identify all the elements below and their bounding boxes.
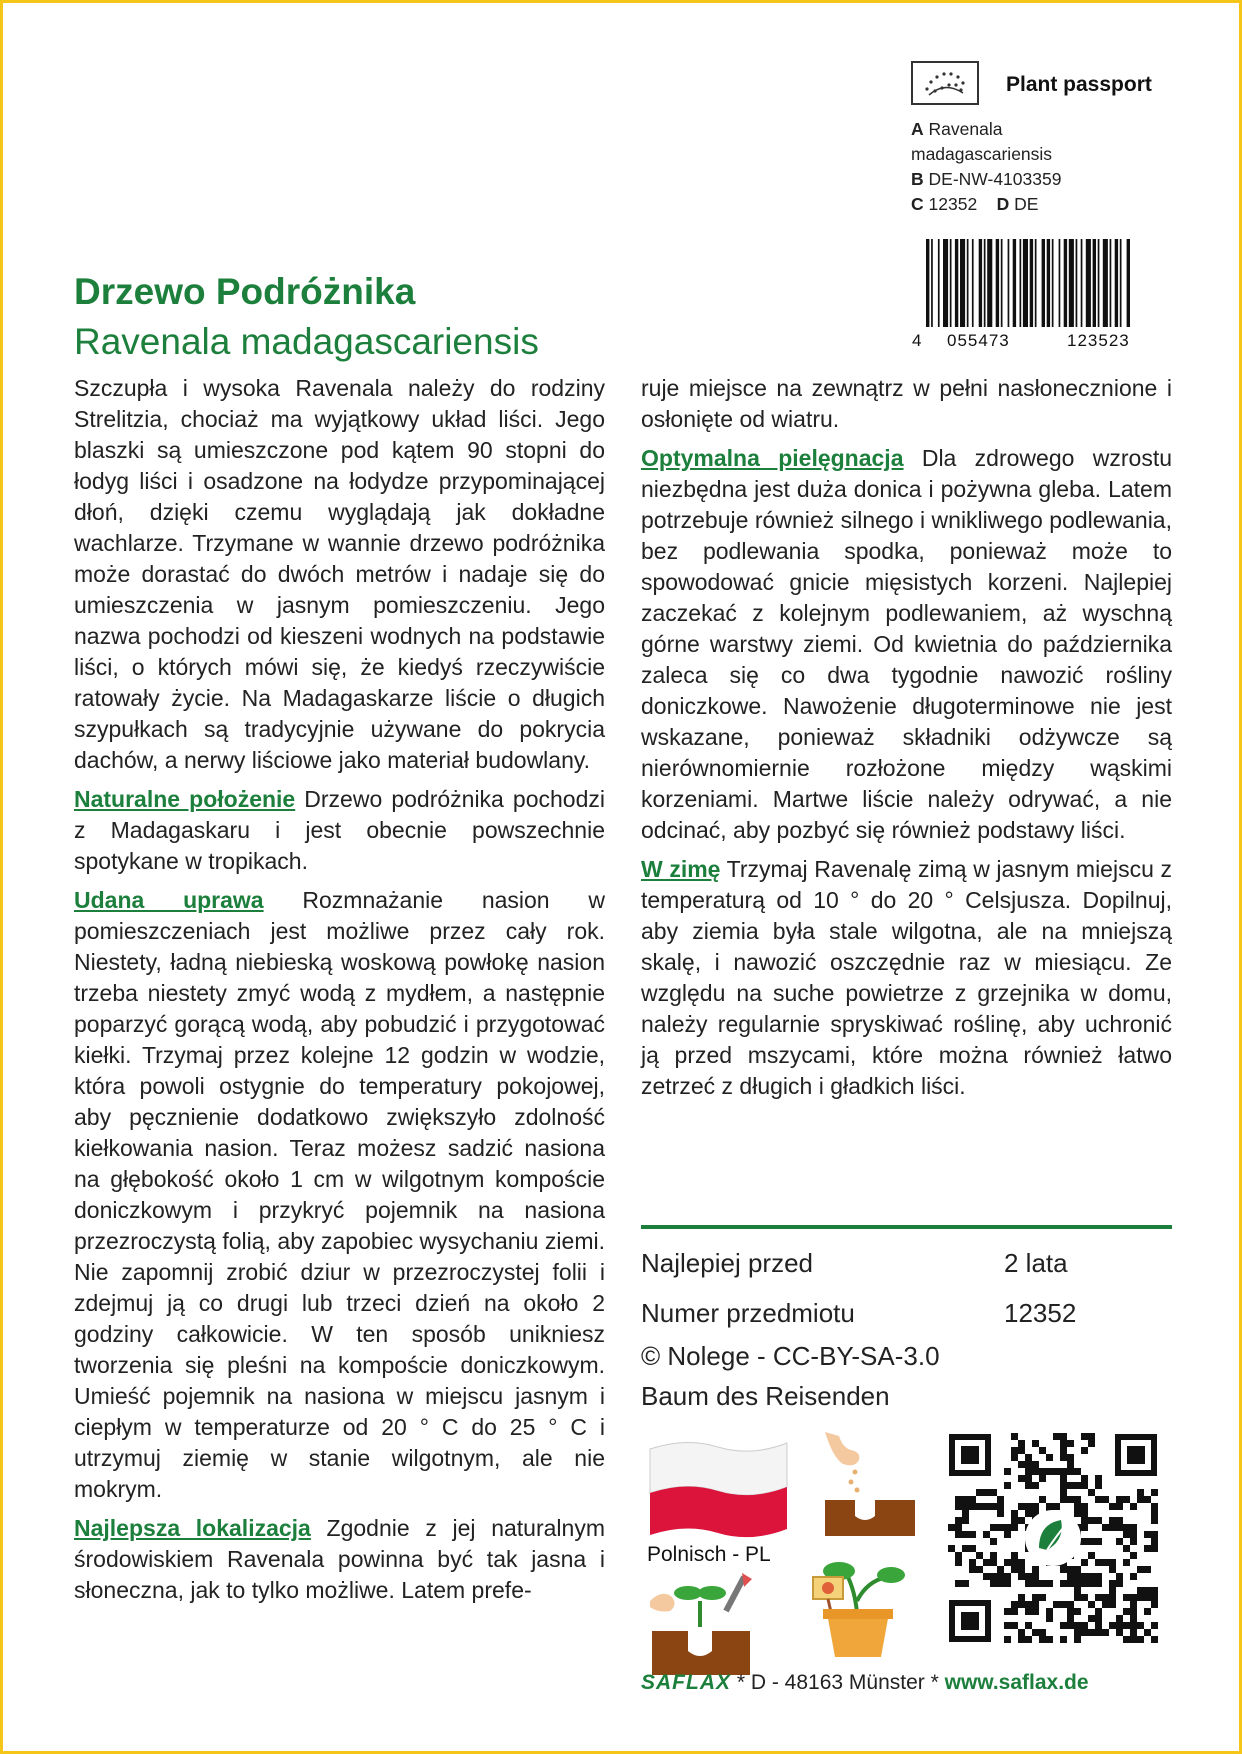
plant-passport-title: Plant passport bbox=[1006, 73, 1152, 96]
text-column-right bbox=[641, 373, 1172, 1110]
intro-paragraph: Szczupła i wysoka Ravenala należy do rodziny Strelitzia, chociaż ma wyjątkowy układ liści. Jego blaszki są umieszczone pod kątem 90 stopni do łodyg liści i osadzone na łodydze przypominającej dłoń, dzięki czemu wyglądają jak dokładne wachlarze. Trzymane w wannie drzewo podróżnika może dorastać do dwóch metrów i nadaje się do umieszczenia w jasnym pomieszczeniu. Jego nazwa pochodzi od kieszeni wodnych na podstawie liści, o których mówi się, że kiedyś rzeczywiście ratowały życie. Na Madagaskarze liście o długich szypułkach są tradycyjnie używane do pokrycia dachów, a nerwy liściowe jako materiał budowlany. bbox=[74, 375, 605, 773]
qr-code-icon bbox=[943, 1428, 1163, 1648]
section-winter-body: Trzymaj Ravenalę zimą w jasnym miejscu z temperaturą od 10 ° do 20 ° Celsjusza. Dopilnuj, aby ziemia była stale wilgotna, ale na mniejszą skalę, i nawozić oszczędnie raz w miesiącu. Ze względu na suche powietrze z grzejnika w domu, należy regularnie spryskiwać roślinę, aby uchronić ją przed mszycami, które można również łatwo zetrzeć z długich i gładkich liści. bbox=[641, 856, 1172, 1099]
language-label: Polnisch - PL bbox=[647, 1543, 771, 1566]
item-number-value: 12352 bbox=[1004, 1298, 1077, 1328]
barcode-group-1: 055473 bbox=[947, 331, 1010, 349]
footer bbox=[641, 1671, 1089, 1695]
potted-seedling-icon bbox=[803, 1551, 913, 1659]
passport-a-key: A bbox=[911, 119, 924, 139]
text-column-left bbox=[74, 373, 605, 1614]
section-natural-body: Drzewo podróżnika pochodzi z Madagaskaru i jest obecnie powszechnie spotykane w tropikach. bbox=[74, 786, 605, 874]
footer-address: * D - 48163 Münster * bbox=[731, 1671, 945, 1694]
passport-c-value: 12352 bbox=[928, 194, 978, 214]
section-location bbox=[74, 1513, 605, 1606]
section-care-body: Dla zdrowego wzrostu niezbędna jest duża donica i pożywna gleba. Latem potrzebuje również silnego i wnikliwego podlewania, bez podlewania spodka, ponieważ może to spowodować gnicie mięsistych korzeni. Najlepiej zaczekać z kolejnym podlewaniem, aż wyschną górne warstwy ziemi. Od kwietnia do października zaleca się co dwa tygodnie nawozić rośliny doniczkowe. Nawożenie długoterminowe nie jest wskazane, ponieważ składniki odżywcze są nierównomiernie rozłożone między wąskimi korzeniami. Martwe liście należy odrywać, a nie odcinać, aby pozbyć się również podstawy liści. bbox=[641, 445, 1172, 843]
best-before-label: Najlepiej przed bbox=[641, 1248, 813, 1278]
passport-b-value: DE-NW-4103359 bbox=[928, 169, 1062, 189]
passport-b-key: B bbox=[911, 169, 924, 189]
sowing-hand-icon bbox=[815, 1428, 925, 1540]
passport-a-value: Ravenala madagascariensis bbox=[911, 119, 1053, 164]
section-growing bbox=[74, 885, 605, 1505]
section-location-body-left: Zgodnie z jej naturalnym środowiskiem Ravenala powinna być tak jasna i słoneczna, jak to tylko możliwe. Latem prefe- bbox=[74, 1515, 605, 1603]
passport-d-value: DE bbox=[1014, 194, 1039, 214]
eu-organic-leaf-icon bbox=[911, 61, 979, 105]
section-care bbox=[641, 443, 1172, 846]
seedling-planting-icon bbox=[648, 1571, 758, 1681]
section-care-heading: Optymalna pielęgnacja bbox=[641, 445, 904, 471]
section-growing-body: Rozmnażanie nasion w pomieszczeniach jest możliwe przez cały rok. Niestety, ładną niebieską woskową powłokę nasion trzeba niestety zmyć wodą z mydłem, a następnie poparzyć gorącą wodą, aby pobudzić i przygotować kiełki. Trzymaj przez kolejne 12 godzin w wodzie, która powoli ostygnie do temperatury pokojowej, aby pęcznienie dodatkowo zwiększyło zdolność kiełkowania nasion. Teraz możesz sadzić nasiona na głębokość około 1 cm w wilgotnym kompoście doniczkowym i przykryć pojemnik na nasiona przezroczystą folią, aby zapobiec wysychaniu ziemi. Nie zapomnij zrobić dziur w przezroczystej folii i zdejmuj ją co drugi lub trzeci dzień na około 2 godziny całkowicie. W ten sposób unikniesz tworzenia się pleśni na kompoście doniczkowym. Umieść pojemnik na nasiona w miejscu jasnym i ciepłym w temperaturze od 20 ° C do 25 ° C i utrzymuj ziemię w stanie wilgotnym, ale nie mokrym. bbox=[74, 887, 605, 1502]
barcode bbox=[912, 239, 1175, 349]
brand-logo: SAFLAX bbox=[641, 1671, 731, 1694]
item-number-label: Numer przedmiotu bbox=[641, 1298, 855, 1328]
best-before-value: 2 lata bbox=[1004, 1248, 1068, 1278]
section-winter-heading: W zimę bbox=[641, 856, 721, 882]
barcode-lead-digit: 4 bbox=[912, 331, 922, 349]
german-name: Baum des Reisenden bbox=[641, 1381, 890, 1411]
copyright: © Nolege - CC-BY-SA-3.0 bbox=[641, 1341, 940, 1371]
barcode-group-2: 123523 bbox=[1067, 331, 1130, 349]
info-divider bbox=[641, 1225, 1172, 1229]
section-natural bbox=[74, 784, 605, 877]
section-location-heading: Najlepsza lokalizacja bbox=[74, 1515, 311, 1541]
section-natural-heading: Naturalne położenie bbox=[74, 786, 296, 812]
passport-c-key: C bbox=[911, 194, 924, 214]
page-title: Drzewo Podróżnika bbox=[74, 271, 416, 312]
website-link[interactable]: www.saflax.de bbox=[944, 1671, 1089, 1694]
section-winter bbox=[641, 854, 1172, 1102]
latin-name: Ravenala madagascariensis bbox=[74, 321, 539, 362]
plant-passport-details bbox=[911, 117, 1081, 217]
section-location-continued: ruje miejsce na zewnątrz w pełni nasłonecznione i osłonięte od wiatru. bbox=[641, 375, 1172, 432]
passport-d-key: D bbox=[996, 194, 1010, 214]
section-growing-heading: Udana uprawa bbox=[74, 887, 264, 913]
poland-flag-icon bbox=[646, 1435, 791, 1541]
